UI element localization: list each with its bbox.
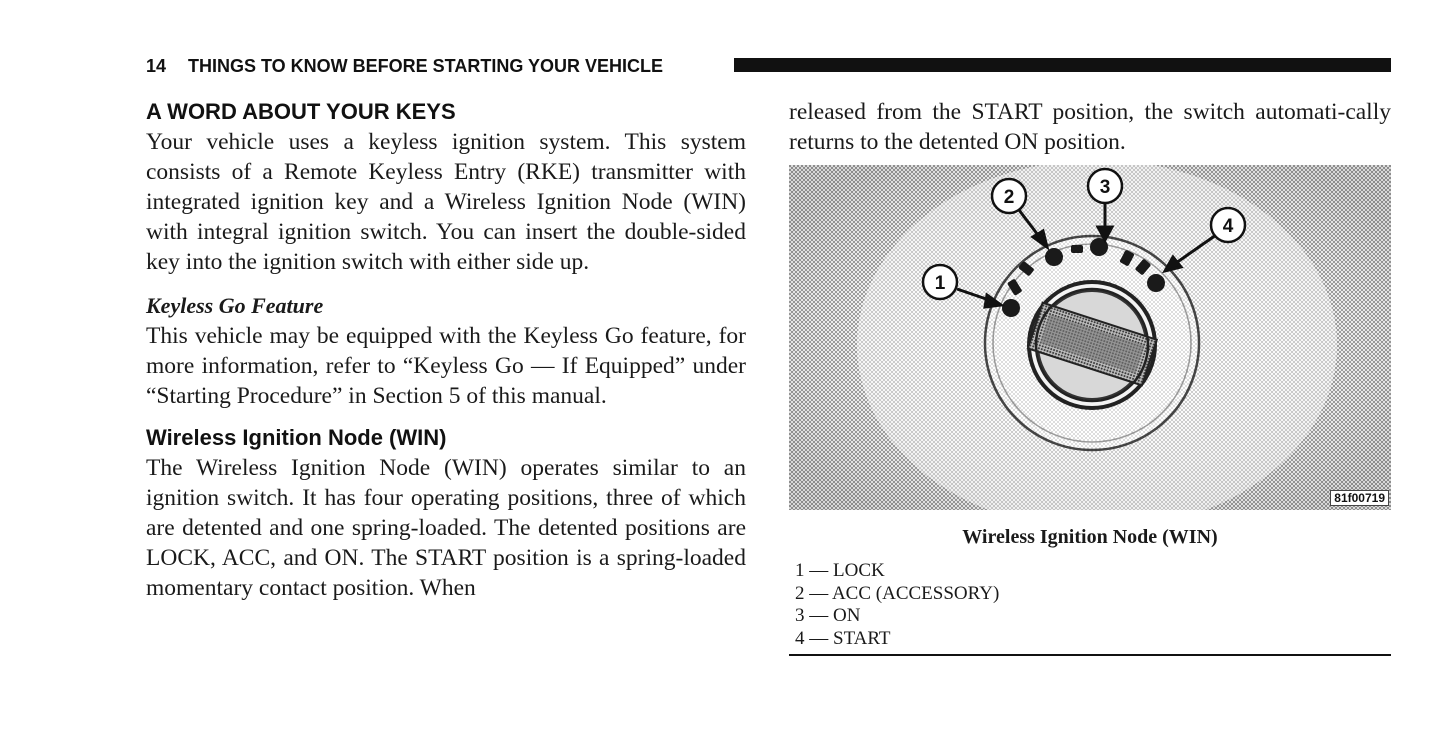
svg-text:3: 3 — [1099, 177, 1111, 198]
legend-item-acc: 2 — ACC (ACCESSORY) — [795, 582, 1000, 604]
legend-item-start: 4 — START — [795, 627, 891, 649]
running-header — [146, 55, 1391, 77]
heading-keys: A WORD ABOUT YOUR KEYS — [146, 99, 456, 124]
left-column — [146, 97, 746, 603]
figure-legend — [789, 560, 1391, 650]
callout-4 — [1211, 208, 1245, 242]
legend-item-lock: 1 — LOCK — [795, 560, 885, 581]
paragraph-keyless-go: This vehicle may be equipped with the Keyless Go feature, for more information, refer to “Keyless Go — If Equipped” under “Starting Procedure” in Section 5 of this manual. — [146, 323, 746, 409]
header-rule-bar — [734, 58, 1391, 72]
figure-caption: Wireless Ignition Node (WIN) — [962, 526, 1218, 548]
subheading-keyless-go: Keyless Go Feature — [146, 293, 324, 318]
paragraph-continued: released from the START position, the switch automati-cally returns to the detented ON position. — [789, 99, 1391, 155]
callout-1 — [923, 265, 957, 299]
callout-2 — [992, 179, 1026, 213]
svg-text:4: 4 — [1222, 216, 1234, 237]
figure-code: 81f00719 — [1330, 490, 1389, 506]
svg-text:2: 2 — [1003, 187, 1015, 208]
section-title: THINGS TO KNOW BEFORE STARTING YOUR VEHICLE — [188, 56, 664, 76]
page-number: 14 — [146, 56, 167, 76]
legend-bottom-rule — [789, 654, 1391, 656]
ignition-switch-illustration — [789, 165, 1391, 510]
paragraph-keys: Your vehicle uses a keyless ignition system. This system consists of a Remote Keyless Entry (RKE) transmitter with integrated ignition key and a Wireless Ignition Node (WIN) with integral ignition switch. You can insert the double-sided key into the ignition switch with either side up. — [146, 129, 746, 275]
right-column — [789, 97, 1391, 656]
paragraph-win: The Wireless Ignition Node (WIN) operates similar to an ignition switch. It has four operating positions, three of which are detented and one spring-loaded. The detented positions are LOCK, ACC, and ON. The START position is a spring-loaded momentary contact position. When — [146, 455, 746, 601]
callout-3 — [1088, 169, 1122, 203]
svg-text:1: 1 — [934, 273, 946, 294]
heading-win: Wireless Ignition Node (WIN) — [146, 425, 447, 450]
legend-item-on: 3 — ON — [795, 605, 861, 626]
ignition-figure — [789, 165, 1391, 510]
